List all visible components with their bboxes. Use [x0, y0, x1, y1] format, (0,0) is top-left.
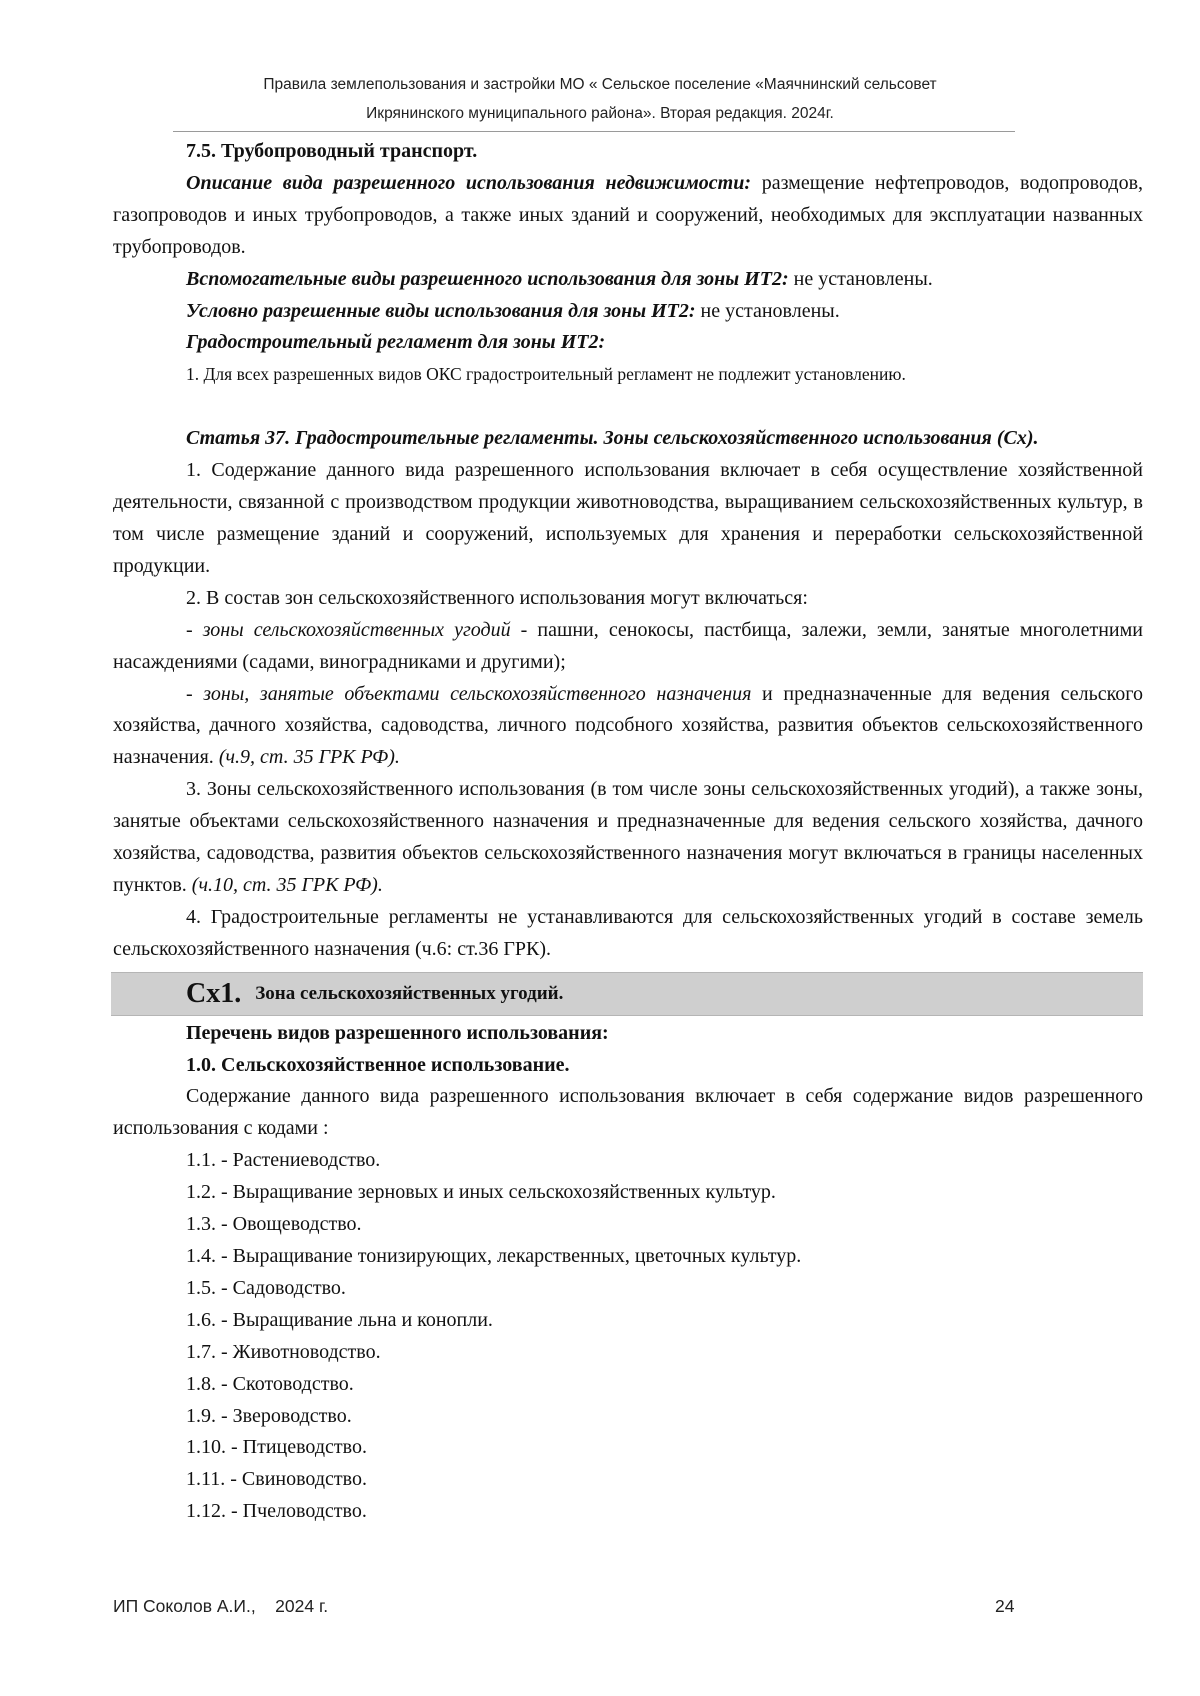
zone-heading-bar — [111, 972, 1143, 1016]
regulation-label: Градостроительный регламент для зоны ИТ2: — [186, 331, 606, 354]
article-37-paragraph-5 — [113, 774, 1143, 902]
page-number: 24 — [995, 1596, 1015, 1616]
agricultural-lands-term: - зоны сельскохозяйственных угодий — [186, 618, 511, 641]
auxiliary-uses — [113, 264, 1143, 296]
agricultural-objects-text: и предназначенные для ведения сельского хозяйства, дачного хозяйства, садоводства, личного подсобного хозяйства, развития объектов сельскохозяйственного назначения. — [113, 682, 1143, 769]
list-item: 1.2. - Выращивание зерновых и иных сельскохозяйственных культур. — [186, 1181, 776, 1204]
agricultural-lands-text: - пашни, сенокосы, пастбища, залежи, земли, занятые многолетними насаждениями (садами, виноградниками и другими); — [113, 618, 1143, 673]
regulation-text: 1. Для всех разрешенных видов ОКС градостроительный регламент не подлежит установлению. — [186, 364, 906, 385]
description-label: Описание вида разрешенного использования недвижимости: — [186, 171, 752, 194]
legal-reference: (ч.10, ст. 35 ГРК РФ). — [191, 873, 383, 896]
agricultural-use-heading: 1.0. Сельскохозяйственное использование. — [186, 1053, 570, 1076]
list-item: 1.10. - Птицеводство. — [186, 1436, 367, 1459]
list-item: 1.6. - Выращивание льна и конопли. — [186, 1308, 493, 1331]
section-7-5-description — [113, 168, 1143, 264]
auxiliary-uses-label: Вспомогательные виды разрешенного использования для зоны ИТ2: — [186, 267, 789, 290]
zone-code: Сх1. — [186, 977, 242, 1009]
header-divider — [173, 131, 1015, 132]
footer-author: ИП Соколов А.И., 2024 г. — [113, 1596, 329, 1616]
settlement-boundaries-text: 3. Зоны сельскохозяйственного использования (в том числе зоны сельскохозяйственных угодий), а также зоны, занятые объектами сельскохозяйственного назначения и предназначенные для ведения сельского хозяйства, дачного хозяйства, садоводства, развития объектов сельскохозяйственного назначения могут включаться в границы населенных пунктов. — [113, 778, 1143, 896]
use-codes-list — [113, 1145, 1143, 1528]
zone-title: Зона сельскохозяйственных угодий. — [255, 982, 564, 1004]
legal-reference: (ч.9, ст. 35 ГРК РФ). — [218, 746, 400, 769]
spacer — [113, 391, 1143, 423]
list-item: 1.11. - Свиноводство. — [186, 1468, 367, 1491]
list-item: 1.9. - Звероводство. — [186, 1404, 352, 1427]
article-37-paragraph-3 — [113, 615, 1143, 679]
document-body — [113, 136, 1143, 1528]
article-37-paragraph-6: 4. Градостроительные регламенты не устанавливаются для сельскохозяйственных угодий в составе земель сельскохозяйственного назначения (ч.6: ст.36 ГРК). — [113, 905, 1143, 960]
auxiliary-uses-value: не установлены. — [788, 267, 933, 290]
header-line-1: Правила землепользования и застройки МО « Сельское поселение «Маячнинский сельсовет — [263, 76, 937, 93]
article-37-paragraph-1: 1. Содержание данного вида разрешенного использования включает в себя осуществление хозяйственной деятельности, связанной с производством продукции животноводства, выращиванием сельскохозяйственных культур, в том числе размещение зданий и сооружений, используемых для хранения и переработки сельскохозяйственной продукции. — [113, 459, 1143, 577]
conditional-uses-value: не установлены. — [695, 299, 840, 322]
list-item: 1.7. - Животноводство. — [186, 1340, 381, 1363]
description-text: размещение нефтепроводов, водопроводов, газопроводов и иных трубопроводов, а также иных зданий и сооружений, необходимых для эксплуатации названных трубопроводов. — [113, 171, 1144, 258]
list-item: 1.1. - Растениеводство. — [186, 1149, 381, 1172]
agricultural-use-description: Содержание данного вида разрешенного использования включает в себя содержание видов разрешенного использования с кодами : — [113, 1085, 1143, 1140]
conditional-uses — [113, 296, 1143, 328]
article-37-heading: Статья 37. Градостроительные регламенты. Зоны сельскохозяйственного использования (Сх). — [186, 427, 1039, 450]
article-37-paragraph-4 — [113, 679, 1143, 775]
agricultural-objects-term: - зоны, занятые объектами сельскохозяйственного назначения — [186, 682, 752, 705]
permitted-uses-heading: Перечень видов разрешенного использования: — [186, 1021, 609, 1044]
list-item: 1.5. - Садоводство. — [186, 1276, 346, 1299]
article-37-paragraph-2: 2. В состав зон сельскохозяйственного использования могут включаться: — [186, 586, 808, 609]
conditional-uses-label: Условно разрешенные виды использования для зоны ИТ2: — [186, 299, 696, 322]
list-item: 1.3. - Овощеводство. — [186, 1213, 362, 1236]
section-7-5-title: 7.5. Трубопроводный транспорт. — [186, 140, 478, 162]
list-item: 1.8. - Скотоводство. — [186, 1372, 354, 1395]
list-item: 1.4. - Выращивание тонизирующих, лекарственных, цветочных культур. — [186, 1245, 802, 1267]
page-header — [170, 70, 1030, 128]
list-item: 1.12. - Пчеловодство. — [186, 1500, 367, 1523]
header-line-2: Икрянинского муниципального района». Вторая редакция. 2024г. — [366, 105, 834, 122]
